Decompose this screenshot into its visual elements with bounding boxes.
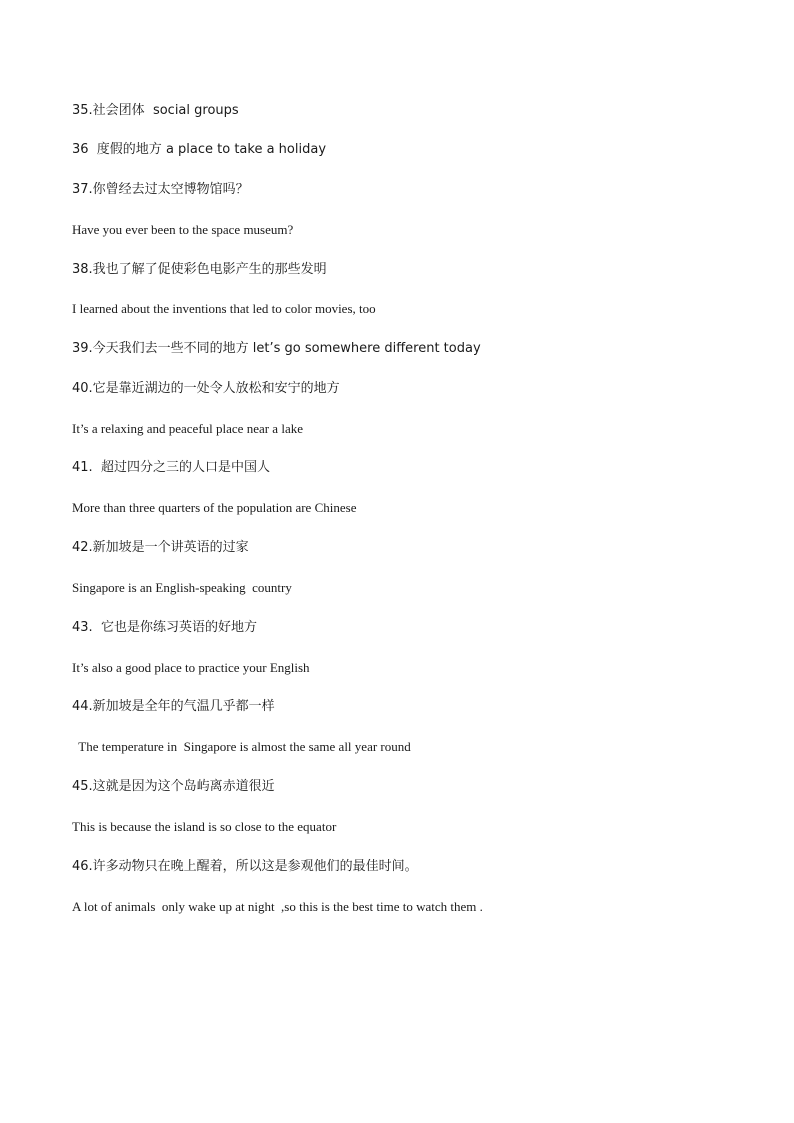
item-35-social-groups: 35.社会团体 social groups [72,103,239,118]
item-37-chinese: 37.你曾经去过太空博物馆吗？ [72,182,249,197]
item-42-chinese: 42.新加坡是一个讲英语的过家 [72,540,249,555]
item-41-chinese: 41. 超过四分之三的人口是中国人 [72,460,270,475]
item-44-english: The temperature in Singapore is almost the same all year round [72,739,411,754]
item-43-english: It’s also a good place to practice your English [72,660,310,675]
item-43-chinese: 43. 它也是你练习英语的好地方 [72,620,257,635]
item-36-holiday-place: 36 度假的地方 a place to take a holiday [72,142,327,157]
item-45-english: This is because the island is so close to the equator [72,819,337,834]
item-46-chinese: 46.许多动物只在晚上醒着，所以这是参观他们的最佳时间。 [72,859,418,874]
item-38-chinese: 38.我也了解了促使彩色电影产生的那些发明 [72,262,327,277]
item-46-english: A lot of animals only wake up at night ,so this is the best time to watch them . [72,899,483,914]
item-42-english: Singapore is an English-speaking country [72,580,292,595]
item-40-english: It’s a relaxing and peaceful place near a lake [72,421,303,436]
item-37-english: Have you ever been to the space museum? [72,222,294,237]
item-38-english: I learned about the inventions that led to color movies, too [72,301,376,316]
item-41-english: More than three quarters of the population are Chinese [72,500,357,515]
item-44-chinese: 44.新加坡是全年的气温几乎都一样 [72,699,275,714]
item-45-chinese: 45.这就是因为这个岛屿离赤道很近 [72,779,275,794]
item-40-chinese: 40.它是靠近湖边的一处令人放松和安宁的地方 [72,381,340,396]
item-39-mixed: 39.今天我们去一些不同的地方 let’s go somewhere different today [72,341,481,356]
